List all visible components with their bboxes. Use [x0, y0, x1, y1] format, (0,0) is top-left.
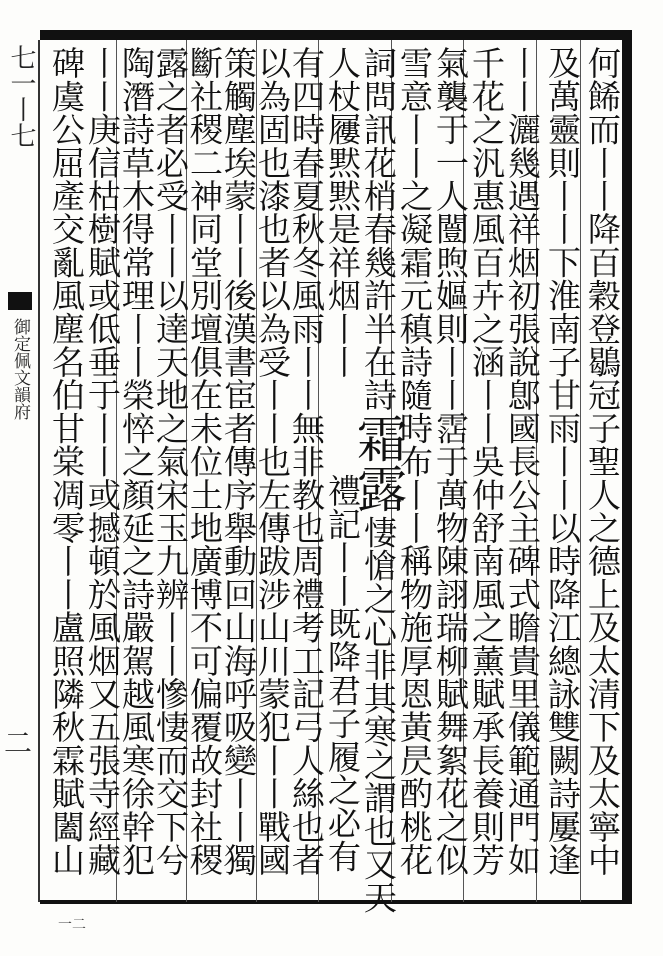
text-column	[322, 46, 362, 898]
text-column	[218, 46, 258, 898]
column-text: 雪意丨丨之凝霜元稹詩隨時布丨丨稱物施厚恩黃昃酌桃花	[395, 46, 434, 876]
column-text: 千花之汎惠風百卉之涵丨丨吳仲舒南風之薰賦承長養則芳	[467, 46, 506, 876]
column-text: 策觸塵埃蒙丨丨後漢書宦者傳序舉動回山海呼吸變丨丨獨	[219, 46, 258, 876]
text-column	[252, 46, 292, 898]
margin-folio-number: 二	[0, 728, 33, 756]
column-text: 以為固也漆也者以為受丨丨也左傳跋涉山川蒙犯丨丨戰國	[253, 46, 292, 876]
text-column	[430, 46, 470, 898]
margin-fishtail-block	[8, 292, 32, 310]
binding-margin	[0, 40, 38, 902]
top-border	[40, 30, 632, 40]
column-text: 丨丨庚信枯樹賦或低垂于丨丨或撼頓於風烟又五張寺經藏	[83, 46, 122, 876]
column-text	[322, 46, 362, 898]
column-text-before: 詞問訊花梢春幾許半在詩	[359, 46, 398, 412]
margin-book-title: 御定佩文韻府	[10, 318, 30, 420]
column-text-before: 人杖屨黙黙是祥烟丨丨	[323, 46, 362, 378]
column-text: 露之者必受丨丨以達天地之氣宋玉九辨丨丨慘悽而交下兮	[151, 46, 190, 876]
column-text: 何餙而丨丨降百穀登鶡冠子聖人之德上及太清下及太寧中	[583, 46, 622, 876]
text-column	[46, 46, 86, 898]
text-column	[82, 46, 122, 898]
text-column-heading	[349, 46, 407, 914]
column-text: 碑虞公屈產交亂風塵名伯甘棠凋零丨丨盧照隣秋霖賦闔山	[47, 46, 86, 876]
text-column	[542, 46, 582, 898]
bottom-fragment: 一二	[58, 917, 86, 933]
text-column	[150, 46, 190, 898]
text-column	[502, 46, 542, 898]
entry-heading: 霜露	[349, 413, 407, 514]
column-text: 氣襲于一人闓煦嫗則丨丨霑于萬物陳詡瑞柳賦舞絮花之似	[431, 46, 470, 876]
column-text: 丨丨灑幾遇祥烟初張說鄎國長公主碑式瞻貴里儀範通門如	[503, 46, 542, 876]
text-column	[286, 46, 326, 898]
column-text-after: 悽愴之心非其寒之謂也又天	[359, 515, 398, 914]
bottom-border	[40, 900, 632, 904]
margin-top-text: 七一丨七	[6, 44, 36, 148]
left-border	[38, 40, 40, 902]
text-column	[116, 46, 156, 898]
text-column	[466, 46, 506, 898]
column-text-after: 禮記丨丨既降君子履之必有	[323, 474, 362, 873]
right-border	[622, 30, 632, 902]
column-text: 有四時春夏秋冬風雨丨丨無非教也周禮考工記弓人絲也者	[287, 46, 326, 876]
column-text: 及萬靈則丨丨下淮南子甘雨丨丨以時降江總詠雙闕詩屢逢	[543, 46, 582, 876]
text-column	[582, 46, 622, 898]
column-text: 斷社稷二神同堂別壇俱在未位土地廣博不可偏覆故封社稷	[185, 46, 224, 876]
column-text: 陶潛詩草木得常理丨丨榮悴之顏延之詩嚴駕越風寒徐幹犯	[117, 46, 156, 876]
text-column	[184, 46, 224, 898]
